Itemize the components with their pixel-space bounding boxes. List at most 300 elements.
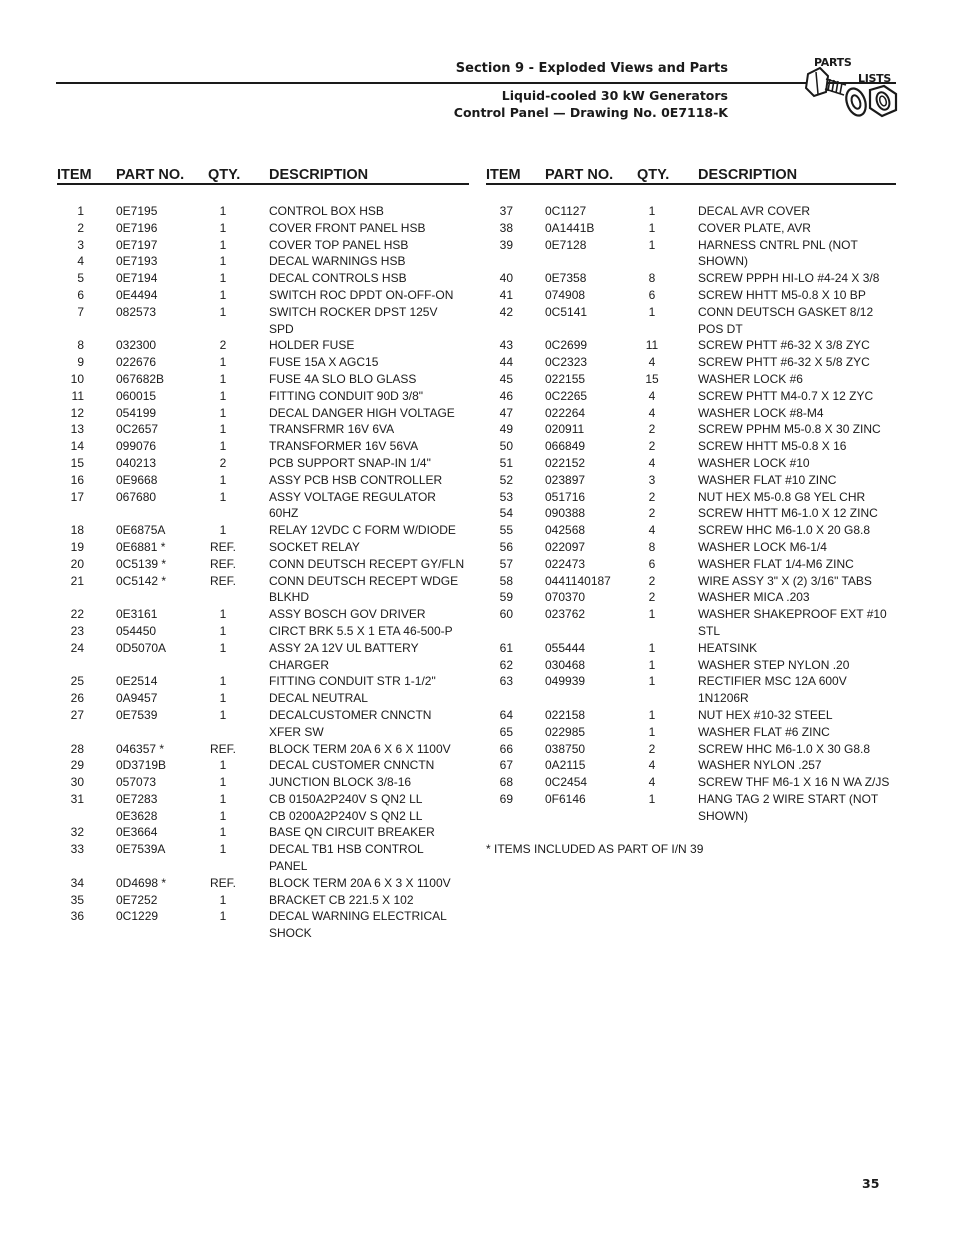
table-row [486, 657, 898, 674]
part-number: 038750 [545, 741, 586, 756]
item-number: 55 [499, 523, 513, 538]
part-number: 0E2514 [116, 674, 158, 689]
parts-list-left [57, 203, 469, 942]
quantity: 1 [648, 724, 656, 739]
item-number: 57 [499, 556, 513, 571]
footnote: * ITEMS INCLUDED AS PART OF I/N 39 [486, 842, 704, 857]
item-number: 40 [499, 271, 513, 286]
quantity: 2 [648, 422, 656, 437]
description: BLOCK TERM 20A 6 X 6 X 1100V [269, 741, 451, 756]
header-item: ITEM [486, 167, 521, 183]
column-header [57, 166, 469, 185]
table-row [57, 438, 469, 455]
quantity: 2 [648, 741, 656, 756]
header-item: ITEM [57, 167, 92, 183]
item-number: 28 [70, 741, 84, 756]
item-number: 56 [499, 539, 513, 554]
quantity: REF. [209, 875, 236, 890]
quantity: 4 [648, 758, 656, 773]
description: COVER PLATE, AVR [698, 220, 811, 235]
table-row [486, 405, 898, 422]
description: WASHER LOCK #6 [698, 371, 803, 386]
item-number: 9 [77, 355, 84, 370]
table-row [57, 237, 469, 254]
description: SCREW PHTT #6-32 X 5/8 ZYC [698, 355, 870, 370]
description: DECAL TB1 HSB CONTROL PANEL [269, 842, 424, 874]
item-number: 20 [70, 556, 84, 571]
description: BLOCK TERM 20A 6 X 3 X 1100V [269, 875, 451, 890]
table-row [57, 354, 469, 371]
item-number: 47 [499, 405, 513, 420]
description: ASSY VOLTAGE REGULATOR 60HZ [269, 489, 436, 521]
description: WASHER LOCK M6-1/4 [698, 539, 827, 554]
quantity: REF. [209, 556, 236, 571]
logo-text-lists: LISTS [858, 72, 891, 85]
description: WASHER SHAKEPROOF EXT #10 STL [698, 607, 887, 638]
description: SCREW HHTT M5-0.8 X 10 BP [698, 287, 866, 302]
parts-list-right [486, 203, 898, 824]
part-number: 022158 [545, 707, 586, 722]
item-number: 42 [499, 304, 513, 319]
quantity: 2 [648, 590, 656, 605]
part-number: 0A2115 [545, 758, 586, 773]
description: COVER TOP PANEL HSB [269, 237, 409, 252]
part-number: 099076 [116, 439, 157, 454]
item-number: 30 [70, 775, 84, 790]
description: CB 0150A2P240V S QN2 LL [269, 791, 423, 806]
quantity: 4 [648, 355, 656, 370]
table-row [57, 892, 469, 909]
item-number: 24 [70, 640, 84, 655]
page-number: 35 [862, 1176, 880, 1191]
quantity: 1 [219, 254, 227, 269]
table-row [57, 623, 469, 640]
part-number: 022985 [545, 724, 586, 739]
item-number: 14 [70, 439, 84, 454]
quantity: 2 [219, 455, 227, 470]
quantity: 1 [648, 640, 656, 655]
part-number: 0E7193 [116, 254, 158, 269]
part-number: 023897 [545, 472, 586, 487]
item-number: 53 [499, 489, 513, 504]
description: SCREW HHC M6-1.0 X 20 G8.8 [698, 523, 871, 538]
table-row [57, 304, 469, 338]
table-row [486, 757, 898, 774]
item-number: 26 [70, 691, 84, 706]
item-number: 54 [499, 506, 513, 521]
quantity: 1 [648, 791, 656, 806]
section-title: Section 9 - Exploded Views and Parts [455, 61, 728, 76]
description: TRANSFORMER 16V 56VA [269, 439, 419, 454]
description: JUNCTION BLOCK 3/8-16 [269, 775, 412, 790]
table-row [57, 337, 469, 354]
table-row [57, 539, 469, 556]
description: DECALCUSTOMER CNNCTN XFER SW [269, 707, 432, 739]
description: SCREW PHTT M4-0.7 X 12 ZYC [698, 388, 874, 403]
table-row [486, 220, 898, 237]
quantity: REF. [209, 741, 236, 756]
quantity: 4 [648, 405, 656, 420]
description: DECAL NEUTRAL [269, 691, 368, 706]
part-number: 022155 [545, 371, 586, 386]
item-number: 10 [70, 371, 84, 386]
part-number: 0E7195 [116, 204, 158, 218]
table-row [57, 556, 469, 573]
item-number: 31 [70, 791, 84, 806]
item-number: 43 [499, 338, 513, 353]
item-number: 27 [70, 707, 84, 722]
description: SCREW THF M6-1 X 16 N WA Z/JS [698, 775, 890, 790]
header-part-no: PART NO. [116, 167, 185, 183]
table-row [486, 522, 898, 539]
part-number: 0E6875A [116, 523, 166, 538]
table-row [486, 472, 898, 489]
page-header [56, 60, 728, 121]
quantity: 1 [219, 355, 227, 370]
table-row [57, 690, 469, 707]
table-row [486, 287, 898, 304]
table-row [57, 472, 469, 489]
quantity: 1 [648, 304, 656, 319]
part-number: 060015 [116, 388, 157, 403]
part-number: 0E3628 [116, 808, 158, 823]
part-number: 0E4494 [116, 287, 158, 302]
quantity: 8 [648, 539, 656, 554]
quantity: 11 [645, 338, 659, 353]
item-number: 13 [70, 422, 84, 437]
item-number: 50 [499, 439, 513, 454]
part-number: 0F6146 [545, 791, 586, 806]
item-number: 2 [77, 220, 84, 235]
table-row [57, 774, 469, 791]
quantity: 1 [219, 791, 227, 806]
quantity: 1 [219, 405, 227, 420]
quantity: 2 [219, 338, 227, 353]
description: WASHER FLAT 1/4-M6 ZINC [698, 556, 854, 571]
table-row [57, 203, 469, 220]
item-number: 67 [499, 758, 513, 773]
quantity: 1 [219, 287, 227, 302]
table-row [57, 824, 469, 841]
description: COVER FRONT PANEL HSB [269, 220, 426, 235]
table-row [57, 573, 469, 607]
table-row [486, 203, 898, 220]
quantity: 1 [219, 371, 227, 386]
table-row [57, 220, 469, 237]
part-number: 0E7196 [116, 220, 158, 235]
table-row [57, 606, 469, 623]
quantity: 1 [219, 691, 227, 706]
description: WASHER STEP NYLON .20 [698, 657, 850, 672]
part-number: 0D4698 * [116, 875, 167, 890]
part-number: 051716 [545, 489, 586, 504]
item-number: 49 [499, 422, 513, 437]
description: NUT HEX #10-32 STEEL [698, 707, 833, 722]
quantity: REF. [209, 539, 236, 554]
table-row [486, 589, 898, 606]
description: ASSY PCB HSB CONTROLLER [269, 472, 443, 487]
table-row [486, 337, 898, 354]
part-number: 0C2699 [545, 338, 588, 353]
logo-text-parts: PARTS [814, 56, 852, 69]
part-number: 0E7197 [116, 237, 158, 252]
quantity: 2 [648, 439, 656, 454]
table-row [486, 640, 898, 657]
header-description: DESCRIPTION [269, 167, 369, 183]
description: SCREW HHTT M5-0.8 X 16 [698, 439, 847, 454]
column-header [486, 166, 896, 185]
quantity: 15 [645, 371, 659, 386]
description: SOCKET RELAY [269, 539, 360, 554]
quantity: 1 [648, 674, 656, 689]
description: SWITCH ROC DPDT ON-OFF-ON [269, 287, 454, 302]
description: SCREW HHTT M6-1.0 X 12 ZINC [698, 506, 878, 521]
description: FITTING CONDUIT STR 1-1/2" [269, 674, 436, 689]
header-qty: QTY. [208, 167, 241, 183]
item-number: 64 [499, 707, 513, 722]
quantity: 1 [219, 439, 227, 454]
table-row [57, 707, 469, 741]
table-row [486, 270, 898, 287]
item-number: 21 [70, 573, 84, 588]
part-number: 022676 [116, 355, 157, 370]
table-row [57, 908, 469, 942]
description: SWITCH ROCKER DPST 125V SPD [269, 304, 438, 336]
table-row [57, 270, 469, 287]
item-number: 51 [499, 455, 513, 470]
quantity: 4 [648, 388, 656, 403]
quantity: 4 [648, 775, 656, 790]
item-number: 33 [70, 842, 84, 857]
item-number: 62 [499, 657, 513, 672]
description: SCREW PPHM M5-0.8 X 30 ZINC [698, 422, 881, 437]
description: PCB SUPPORT SNAP-IN 1/4" [269, 455, 431, 470]
description: WASHER LOCK #8-M4 [698, 405, 824, 420]
part-number: 090388 [545, 506, 586, 521]
table-row [486, 791, 898, 825]
part-number: 0C1229 [116, 909, 159, 924]
part-number: 0C5141 [545, 304, 588, 319]
part-number: 0E7194 [116, 271, 158, 286]
item-number: 32 [70, 825, 84, 840]
part-number: 042568 [545, 523, 586, 538]
description: HANG TAG 2 WIRE START (NOT SHOWN) [698, 791, 879, 823]
part-number: 066849 [545, 439, 586, 454]
description: DECAL AVR COVER [698, 204, 811, 218]
table-row [486, 438, 898, 455]
part-number: 0E7358 [545, 271, 587, 286]
quantity: 1 [648, 237, 656, 252]
description: CONN DEUTSCH GASKET 8/12 POS DT [698, 304, 874, 336]
item-number: 29 [70, 758, 84, 773]
description: HEATSINK [698, 640, 758, 655]
item-number: 45 [499, 371, 513, 386]
item-number: 38 [499, 220, 513, 235]
table-row [57, 287, 469, 304]
part-number: 022152 [545, 455, 586, 470]
quantity: 1 [648, 607, 656, 622]
part-number: 0E3161 [116, 607, 158, 622]
description: ASSY BOSCH GOV DRIVER [269, 607, 426, 622]
quantity: 1 [219, 489, 227, 504]
part-number: 0C5142 * [116, 573, 167, 588]
description: CONN DEUTSCH RECEPT GY/FLN [269, 556, 465, 571]
description: BRACKET CB 221.5 X 102 [269, 892, 414, 907]
quantity: 4 [648, 455, 656, 470]
quantity: 1 [219, 220, 227, 235]
quantity: 1 [219, 707, 227, 722]
item-number: 1 [77, 204, 84, 218]
part-number: 0E9668 [116, 472, 158, 487]
quantity: 2 [648, 506, 656, 521]
item-number: 37 [499, 204, 513, 218]
description: BASE QN CIRCUIT BREAKER [269, 825, 435, 840]
part-number: 040213 [116, 455, 157, 470]
quantity: 1 [219, 623, 227, 638]
item-number: 7 [77, 304, 84, 319]
table-row [57, 673, 469, 690]
description: HOLDER FUSE [269, 338, 355, 353]
part-number: 054199 [116, 405, 157, 420]
quantity: 6 [648, 287, 656, 302]
table-row [486, 421, 898, 438]
header-description: DESCRIPTION [698, 167, 798, 183]
description: SCREW HHC M6-1.0 X 30 G8.8 [698, 741, 871, 756]
quantity: 1 [219, 304, 227, 319]
part-number: 0C1127 [545, 204, 587, 218]
item-number: 5 [77, 271, 84, 286]
part-number: 0E6881 * [116, 539, 166, 554]
quantity: 6 [648, 556, 656, 571]
part-number: 0D3719B [116, 758, 167, 773]
item-number: 60 [499, 607, 513, 622]
quantity: 2 [648, 489, 656, 504]
table-row [57, 371, 469, 388]
description: SCREW PPPH HI-LO #4-24 X 3/8 [698, 271, 880, 286]
item-number: 58 [499, 573, 513, 588]
part-number: 020911 [545, 422, 585, 437]
item-number: 6 [77, 287, 84, 302]
item-number: 22 [70, 607, 84, 622]
quantity: 1 [219, 842, 227, 857]
item-number: 8 [77, 338, 84, 353]
table-row [486, 371, 898, 388]
part-number: 0E3664 [116, 825, 158, 840]
part-number: 082573 [116, 304, 157, 319]
description: WASHER FLAT #10 ZINC [698, 472, 837, 487]
table-row [57, 841, 469, 875]
table-row [57, 455, 469, 472]
item-number: 52 [499, 472, 513, 487]
description: FUSE 4A SLO BLO GLASS [269, 371, 417, 386]
part-number: 032300 [116, 338, 157, 353]
part-number: 030468 [545, 657, 586, 672]
table-row [57, 421, 469, 438]
item-number: 12 [70, 405, 84, 420]
table-row [486, 237, 898, 271]
table-row [486, 724, 898, 741]
parts-lists-logo [802, 52, 902, 124]
part-number: 0C5139 * [116, 556, 167, 571]
description: DECAL CUSTOMER CNNCTN [269, 758, 435, 773]
part-number: 0C2323 [545, 355, 588, 370]
description: CB 0200A2P240V S QN2 LL [269, 808, 423, 823]
item-number: 59 [499, 590, 513, 605]
item-number: 44 [499, 355, 513, 370]
table-row [486, 539, 898, 556]
item-number: 16 [70, 472, 84, 487]
part-number: 074908 [545, 287, 586, 302]
item-number: 41 [499, 287, 513, 302]
part-number: 0A9457 [116, 691, 158, 706]
header-subtitle-1: Liquid-cooled 30 kW Generators [501, 88, 728, 103]
description: FITTING CONDUIT 90D 3/8" [269, 388, 424, 403]
table-row [486, 505, 898, 522]
item-number: 34 [70, 875, 84, 890]
header-part-no: PART NO. [545, 167, 614, 183]
part-number: 0A1441B [545, 220, 595, 235]
part-number: 0441140187 [545, 573, 611, 588]
description: SCREW PHTT #6-32 X 3/8 ZYC [698, 338, 870, 353]
quantity: 1 [219, 775, 227, 790]
quantity: REF. [209, 573, 236, 588]
part-number: 0E7539 [116, 707, 158, 722]
description: WASHER NYLON .257 [698, 758, 822, 773]
item-number: 17 [70, 489, 84, 504]
part-number: 046357 * [116, 741, 165, 756]
item-number: 39 [499, 237, 513, 252]
table-row [57, 791, 469, 808]
table-row [486, 673, 898, 707]
table-row [57, 388, 469, 405]
part-number: 067682B [116, 371, 165, 386]
description: WASHER MICA .203 [698, 590, 810, 605]
part-number: 0C2454 [545, 775, 588, 790]
part-number: 022264 [545, 405, 586, 420]
quantity: 1 [219, 674, 227, 689]
description: WASHER LOCK #10 [698, 455, 810, 470]
table-row [486, 304, 898, 338]
table-row [57, 405, 469, 422]
description: HARNESS CNTRL PNL (NOT SHOWN) [698, 237, 858, 269]
quantity: 1 [219, 892, 227, 907]
description: WASHER FLAT #6 ZINC [698, 724, 830, 739]
item-number: 65 [499, 724, 513, 739]
quantity: 1 [219, 271, 227, 286]
part-number: 0D5070A [116, 640, 167, 655]
part-number: 0C2657 [116, 422, 159, 437]
quantity: 1 [219, 640, 227, 655]
description: CONTROL BOX HSB [269, 204, 384, 218]
part-number: 0C2265 [545, 388, 588, 403]
table-row [57, 489, 469, 523]
part-number: 055444 [545, 640, 586, 655]
item-number: 66 [499, 741, 513, 756]
table-row [57, 522, 469, 539]
description: CONN DEUTSCH RECEPT WDGE BLKHD [269, 573, 459, 605]
part-number: 0E7252 [116, 892, 158, 907]
part-number: 0E7128 [545, 237, 587, 252]
table-row [57, 741, 469, 758]
item-number: 61 [499, 640, 513, 655]
item-number: 46 [499, 388, 513, 403]
quantity: 3 [648, 472, 656, 487]
part-number: 0E7283 [116, 791, 158, 806]
quantity: 1 [648, 204, 656, 218]
table-row [486, 741, 898, 758]
item-number: 25 [70, 674, 84, 689]
quantity: 1 [219, 909, 227, 924]
